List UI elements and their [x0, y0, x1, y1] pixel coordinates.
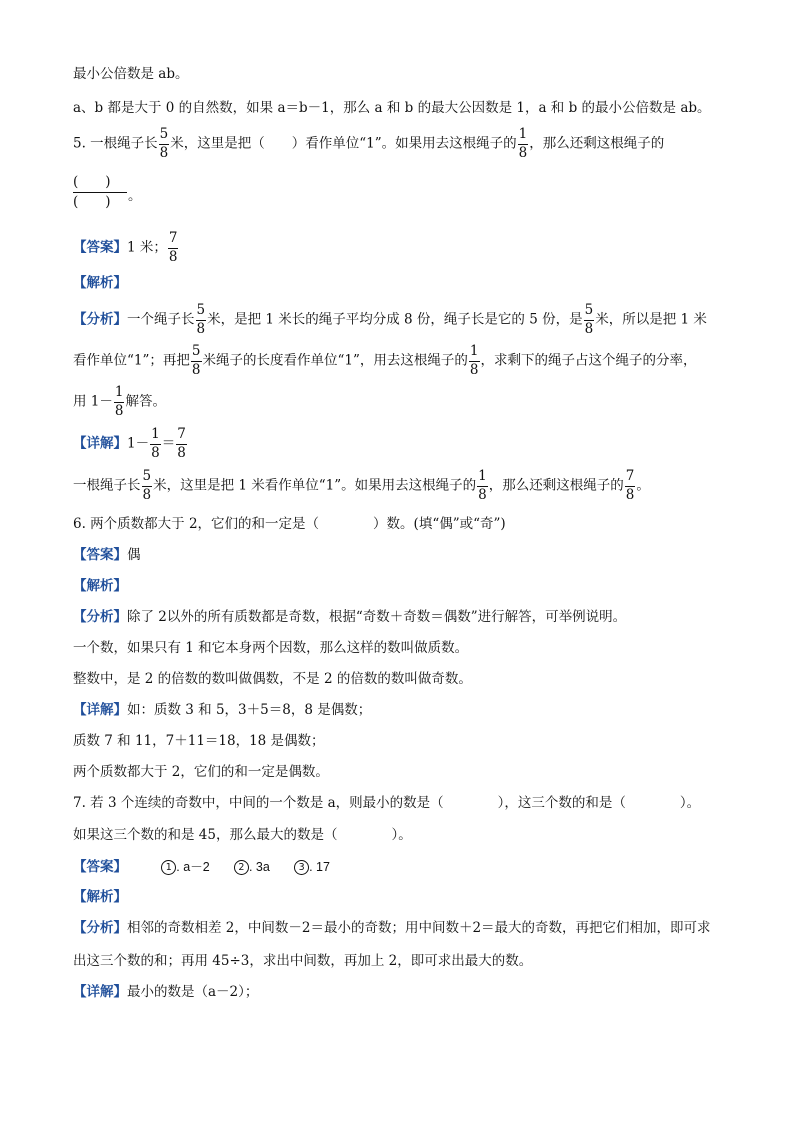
detail-line: 一根绳子长 $\frac{5}{8}$ 米，这里是把 1 米看作单位“1”。如果用去这根绳子的 $\frac{1}{8}$ ，那么还剩这根绳子的 $\frac{7}{8}$ 。	[73, 468, 650, 503]
analysis-label: 【解析】	[73, 889, 127, 905]
fraction: $\frac{5}{8}$	[191, 343, 201, 378]
detail-line: 【详解】1－ $\frac{1}{8}$ ＝ $\frac{7}{8}$	[73, 426, 186, 461]
text-line: 整数中，是 2 的倍数的数叫做偶数，不是 2 的倍数的数叫做奇数。	[73, 671, 472, 687]
answer-line	[73, 549, 141, 563]
fraction: $\frac{1}{8}$	[151, 426, 160, 461]
detail-line: 【详解】最小的数是（a－2）；	[73, 984, 259, 1000]
q5-text: 米，这里是把（ ）看作单位“1”。如果用去这根绳子的	[170, 135, 517, 152]
text-line: a、b 都是大于 0 的自然数，如果 a＝b－1，那么 a 和 b 的最大公因数是 1，a 和 b 的最小公倍数是 ab。	[73, 100, 711, 116]
analysis-line: 看作单位“1”；再把 $\frac{5}{8}$ 米绳子的长度看作单位“1”，用去这根绳子的 $\frac{1}{8}$ ，求剩下的绳子占这个绳子的分率，	[73, 343, 697, 378]
analysis-label: 【解析】	[73, 275, 127, 291]
fraction: $\frac{1}{8}$	[518, 126, 528, 161]
fraction: $\frac{5}{8}$	[159, 126, 169, 161]
fenxi-label: 【分析】	[73, 311, 127, 328]
answer-blank-fraction: ( ) ( )	[73, 176, 127, 209]
fraction: $\frac{7}{8}$	[177, 426, 186, 461]
analysis-line: 用 1－ $\frac{1}{8}$ 解答。	[73, 384, 166, 419]
analysis-line: 【分析】一个绳子长 $\frac{5}{8}$ 米，是把 1 米长的绳子平均分成 8 份，绳子长是它的 5 份，是 $\frac{5}{8}$ 米，所以是把 1 米	[73, 302, 707, 337]
q5-text: ，那么还剩这根绳子的	[529, 135, 665, 152]
answer-item: 2 . 3a	[234, 860, 270, 875]
text-line: 出这三个数的和；再用 45÷3，求出中间数，再加上 2，即可求出最大的数。	[73, 953, 533, 969]
answer-label: 【答案】	[73, 547, 127, 563]
answer-item: 3 . 17	[294, 860, 330, 875]
fenxi-label: 【分析】	[73, 609, 127, 625]
answer-item: 1 . a－2	[161, 860, 209, 875]
circled-number: 1	[161, 860, 176, 875]
text-line: 最小公倍数是 ab。	[73, 66, 189, 82]
text-line: 两个质数都大于 2，它们的和一定是偶数。	[73, 764, 329, 780]
fraction: $\frac{7}{8}$	[625, 468, 635, 503]
detail-label: 【详解】	[73, 435, 127, 452]
fraction: $\frac{5}{8}$	[584, 302, 594, 337]
analysis-line: 【分析】相邻的奇数相差 2，中间数－2＝最小的奇数；用中间数＋2＝最大的奇数，再把它们相加，即可求	[73, 920, 711, 936]
answer-line	[73, 232, 179, 264]
answer-label: 【答案】	[73, 858, 127, 875]
analysis-line: 【分析】除了 2以外的所有质数都是奇数，根据“奇数＋奇数＝偶数”进行解答，可举例说明。	[73, 609, 627, 625]
fraction: $\frac{7}{8}$	[168, 230, 178, 265]
question-7-line2: 如果这三个数的和是 45，那么最大的数是（ ）。	[73, 827, 412, 843]
fraction: $\frac{1}{8}$	[478, 468, 487, 503]
detail-line: 【详解】如：质数 3 和 5，3＋5＝8，8 是偶数；	[73, 702, 372, 718]
fraction: $\frac{1}{8}$	[469, 343, 479, 378]
analysis-label: 【解析】	[73, 578, 127, 594]
answer-line	[73, 860, 350, 875]
question-6: 6. 两个质数都大于 2，它们的和一定是（ ）数。(填“偶”或“奇”)	[73, 516, 506, 532]
question-7: 7. 若 3 个连续的奇数中，中间的一个数是 a，则最小的数是（ ），这三个数的和是（ ）。	[73, 795, 701, 811]
fenxi-label: 【分析】	[73, 920, 127, 936]
question-5	[73, 128, 664, 160]
answer-text: 1 米；	[127, 239, 167, 256]
answer-label: 【答案】	[73, 239, 127, 256]
detail-label: 【详解】	[73, 984, 127, 1000]
answer-text: 偶	[127, 547, 141, 563]
fraction: $\frac{1}{8}$	[114, 384, 124, 419]
period: 。	[128, 188, 142, 204]
text-line: 质数 7 和 11，7＋11＝18，18 是偶数；	[73, 733, 325, 749]
text-line: 一个数，如果只有 1 和它本身两个因数，那么这样的数叫做质数。	[73, 640, 469, 656]
q5-text: 5. 一根绳子长	[73, 135, 158, 152]
fraction: $\frac{5}{8}$	[196, 302, 206, 337]
detail-label: 【详解】	[73, 702, 127, 718]
circled-number: 2	[234, 860, 249, 875]
fraction: $\frac{5}{8}$	[142, 468, 152, 503]
circled-number: 3	[294, 860, 309, 875]
